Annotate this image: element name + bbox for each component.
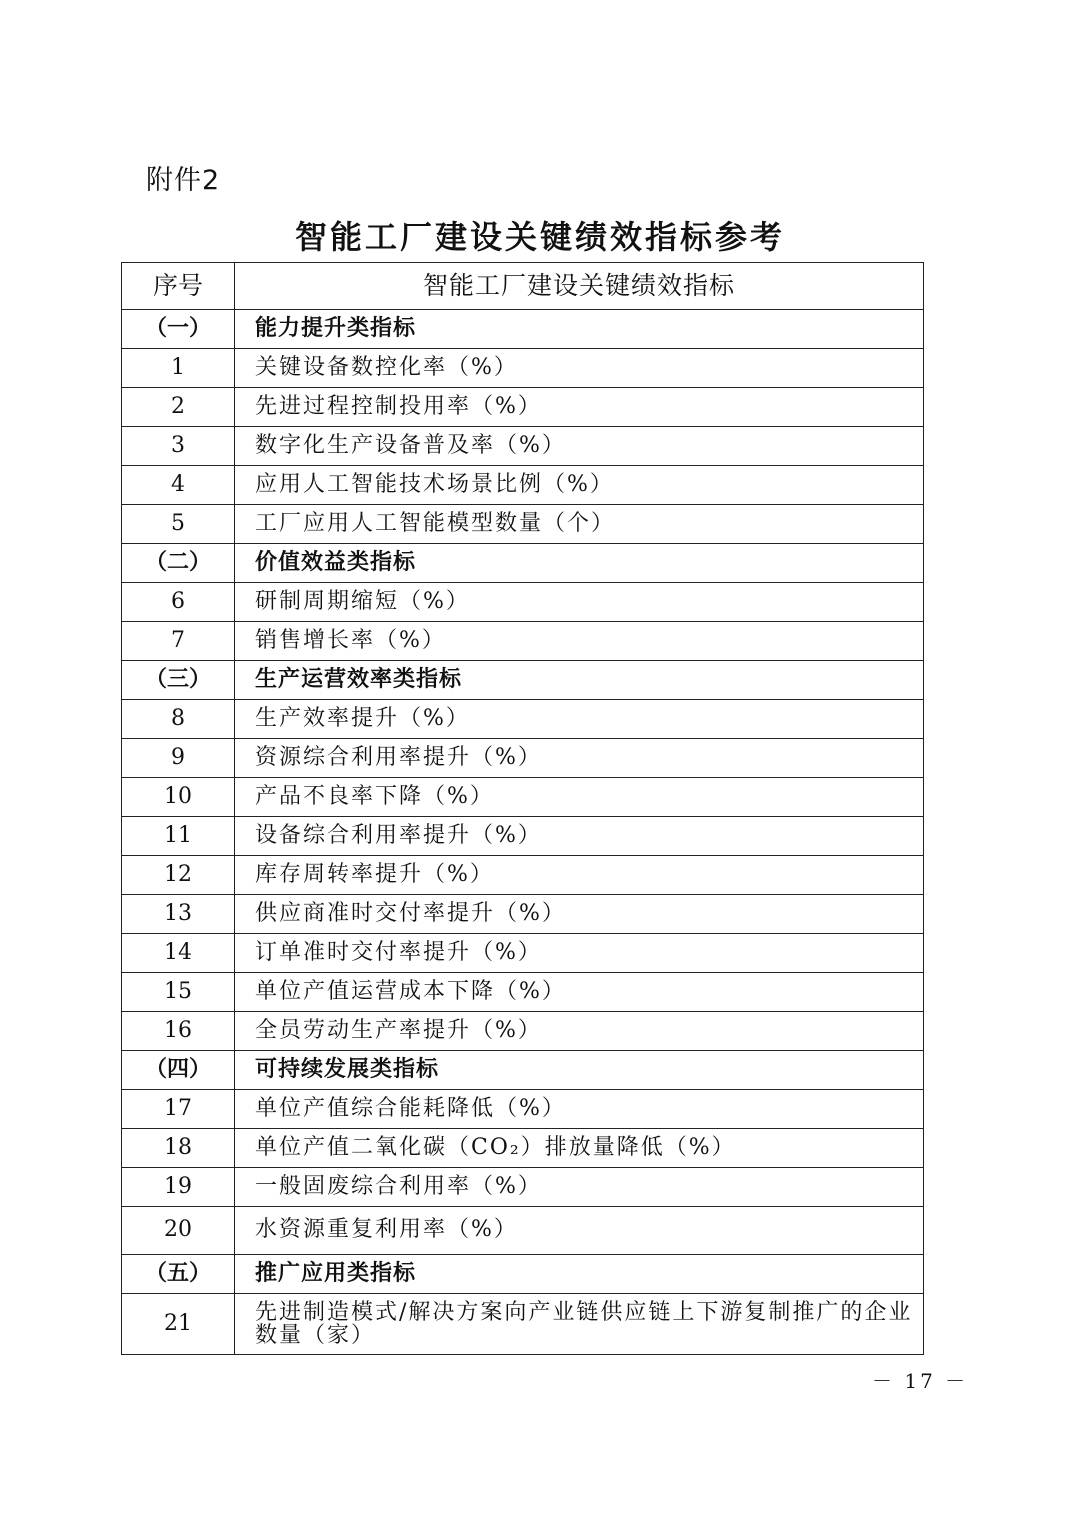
- row-number: 14: [122, 934, 235, 973]
- indicator-label: 一般固废综合利用率（%）: [235, 1168, 924, 1207]
- table-row: [122, 1090, 924, 1129]
- column-header-number: 序号: [122, 263, 235, 310]
- table-row: [122, 700, 924, 739]
- section-number: （二）: [122, 544, 235, 583]
- row-number: 8: [122, 700, 235, 739]
- indicator-label: 库存周转率提升（%）: [235, 856, 924, 895]
- indicator-label: 产品不良率下降（%）: [235, 778, 924, 817]
- indicator-label: 销售增长率（%）: [235, 622, 924, 661]
- row-number: 20: [122, 1207, 235, 1255]
- table-row: [122, 934, 924, 973]
- table-row: [122, 466, 924, 505]
- section-row: [122, 661, 924, 700]
- table-row: [122, 895, 924, 934]
- section-row: [122, 1255, 924, 1294]
- table-row: [122, 583, 924, 622]
- row-number: 12: [122, 856, 235, 895]
- row-number: 10: [122, 778, 235, 817]
- indicator-label: 供应商准时交付率提升（%）: [235, 895, 924, 934]
- indicator-label: 单位产值运营成本下降（%）: [235, 973, 924, 1012]
- row-number: 1: [122, 349, 235, 388]
- section-title: 可持续发展类指标: [235, 1051, 924, 1090]
- table-header-row: [122, 263, 924, 310]
- indicator-label: 数字化生产设备普及率（%）: [235, 427, 924, 466]
- row-number: 13: [122, 895, 235, 934]
- indicator-label: 关键设备数控化率（%）: [235, 349, 924, 388]
- row-number: 11: [122, 817, 235, 856]
- row-number: 4: [122, 466, 235, 505]
- table-row: [122, 1129, 924, 1168]
- section-title: 能力提升类指标: [235, 310, 924, 349]
- row-number: 15: [122, 973, 235, 1012]
- row-number: 3: [122, 427, 235, 466]
- row-number: 2: [122, 388, 235, 427]
- indicator-label: 单位产值综合能耗降低（%）: [235, 1090, 924, 1129]
- indicator-label: 工厂应用人工智能模型数量（个）: [235, 505, 924, 544]
- section-title: 价值效益类指标: [235, 544, 924, 583]
- indicator-label: 研制周期缩短（%）: [235, 583, 924, 622]
- table-row: [122, 427, 924, 466]
- row-number: 7: [122, 622, 235, 661]
- row-number: 9: [122, 739, 235, 778]
- section-title: 生产运营效率类指标: [235, 661, 924, 700]
- indicator-label: 生产效率提升（%）: [235, 700, 924, 739]
- row-number: 21: [122, 1294, 235, 1355]
- document-title: 智能工厂建设关键绩效指标参考: [294, 218, 785, 256]
- table-row: [122, 856, 924, 895]
- row-number: 16: [122, 1012, 235, 1051]
- indicator-label: 全员劳动生产率提升（%）: [235, 1012, 924, 1051]
- table-row: [122, 973, 924, 1012]
- row-number: 18: [122, 1129, 235, 1168]
- indicator-label: 单位产值二氧化碳（CO₂）排放量降低（%）: [235, 1129, 924, 1168]
- section-number: （五）: [122, 1255, 235, 1294]
- page-number: － 17 －: [872, 1369, 969, 1393]
- attachment-label: 附件2: [146, 165, 221, 196]
- row-number: 5: [122, 505, 235, 544]
- section-number: （一）: [122, 310, 235, 349]
- table-row: [122, 622, 924, 661]
- table-row: [122, 505, 924, 544]
- column-header-indicator: 智能工厂建设关键绩效指标: [235, 263, 924, 310]
- table-row: [122, 778, 924, 817]
- section-number: （三）: [122, 661, 235, 700]
- section-title: 推广应用类指标: [235, 1255, 924, 1294]
- indicator-label: 先进制造模式/解决方案向产业链供应链上下游复制推广的企业数量（家）: [235, 1294, 924, 1355]
- table-row: [122, 1207, 924, 1255]
- section-row: [122, 544, 924, 583]
- table-row: [122, 349, 924, 388]
- indicator-label: 先进过程控制投用率（%）: [235, 388, 924, 427]
- indicator-label: 资源综合利用率提升（%）: [235, 739, 924, 778]
- row-number: 17: [122, 1090, 235, 1129]
- row-number: 19: [122, 1168, 235, 1207]
- section-row: [122, 310, 924, 349]
- indicator-label: 应用人工智能技术场景比例（%）: [235, 466, 924, 505]
- table-row: [122, 1294, 924, 1355]
- indicator-label: 水资源重复利用率（%）: [235, 1207, 924, 1255]
- row-number: 6: [122, 583, 235, 622]
- section-row: [122, 1051, 924, 1090]
- table-row: [122, 817, 924, 856]
- kpi-table: [121, 262, 924, 1355]
- table-row: [122, 388, 924, 427]
- table-row: [122, 739, 924, 778]
- indicator-label: 订单准时交付率提升（%）: [235, 934, 924, 973]
- section-number: （四）: [122, 1051, 235, 1090]
- table-row: [122, 1168, 924, 1207]
- table-row: [122, 1012, 924, 1051]
- indicator-label: 设备综合利用率提升（%）: [235, 817, 924, 856]
